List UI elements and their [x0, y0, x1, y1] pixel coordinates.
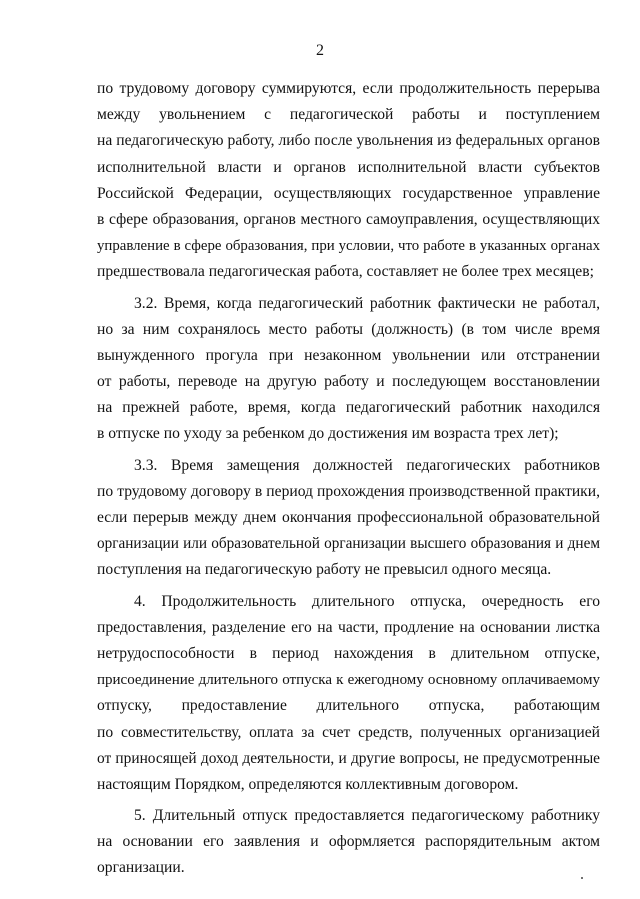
- text-line: отпуску, предоставление длительного отпуска, работающим: [97, 697, 600, 715]
- text-line: предоставления, разделение его на части, продление на основании листка: [97, 618, 600, 636]
- text-line: поступления на педагогическую работу не превысил одного месяца.: [97, 561, 552, 579]
- text-line: управление в сфере образования, при условии, что работе в указанных органах: [97, 238, 600, 255]
- text-line: на прежней работе, время, когда педагогический работник находился: [97, 399, 600, 417]
- text-line: организации.: [97, 859, 185, 877]
- text-line: от приносящей доход деятельности, и другие вопросы, не предусмотренные: [97, 749, 600, 767]
- text-line: 5. Длительный отпуск предоставляется педагогическому работнику: [134, 807, 600, 825]
- text-line: по трудовому договору суммируются, если продолжительность перерыва: [97, 80, 600, 97]
- text-line: присоединение длительного отпуска к ежегодному основному оплачиваемому: [97, 672, 600, 689]
- paragraph-5: [97, 803, 600, 882]
- text-line: на педагогическую работу, либо после увольнения из федеральных органов: [97, 132, 600, 150]
- text-line: вынужденного прогула при незаконном увольнении или отстранении: [97, 346, 600, 364]
- paragraph-continuation: [97, 76, 600, 286]
- text-line: от работы, переводе на другую работу и последующем восстановлении: [97, 373, 600, 391]
- text-line: на основании его заявления и оформляется распорядительным актом: [97, 833, 600, 851]
- paragraph-3-3: [97, 453, 600, 584]
- text-line: если перерыв между днем окончания профессиональной образовательной: [97, 509, 600, 526]
- text-line: по совместительству, оплата за счет средств, полученных организацией: [97, 723, 600, 741]
- text-line: 3.3. Время замещения должностей педагогических работников: [134, 456, 600, 474]
- paragraph-3-2: [97, 291, 600, 448]
- text-line: настоящим Порядком, определяются коллективным договором.: [97, 775, 519, 793]
- text-line: 3.2. Время, когда педагогический работник фактически не работал,: [134, 294, 600, 312]
- text-line: 4. Продолжительность длительного отпуска, очередность его: [134, 592, 600, 610]
- paragraph-4: [97, 589, 600, 799]
- document-body: [97, 76, 600, 887]
- text-line: между увольнением с педагогической работы и поступлением: [97, 106, 600, 124]
- text-line: предшествовала педагогическая работа, составляет не более трех месяцев;: [97, 263, 594, 281]
- text-line: нетрудоспособности в период нахождения в длительном отпуске,: [97, 644, 600, 662]
- text-line: исполнительной власти и органов исполнительной власти субъектов: [97, 158, 600, 176]
- text-line: но за ним сохранялось место работы (должность) (в том числе время: [97, 320, 600, 338]
- scan-speck: [581, 877, 583, 879]
- text-line: в отпуске по уходу за ребенком до достижения им возраста трех лет);: [97, 425, 559, 443]
- text-line: Российской Федерации, осуществляющих государственное управление: [97, 184, 600, 202]
- page-number: 2: [316, 42, 324, 59]
- text-line: организации или образовательной организации высшего образования и днем: [97, 535, 600, 553]
- text-line: по трудовому договору в период прохождения производственной практики,: [97, 482, 600, 500]
- text-line: в сфере образования, органов местного самоуправления, осуществляющих: [97, 210, 600, 228]
